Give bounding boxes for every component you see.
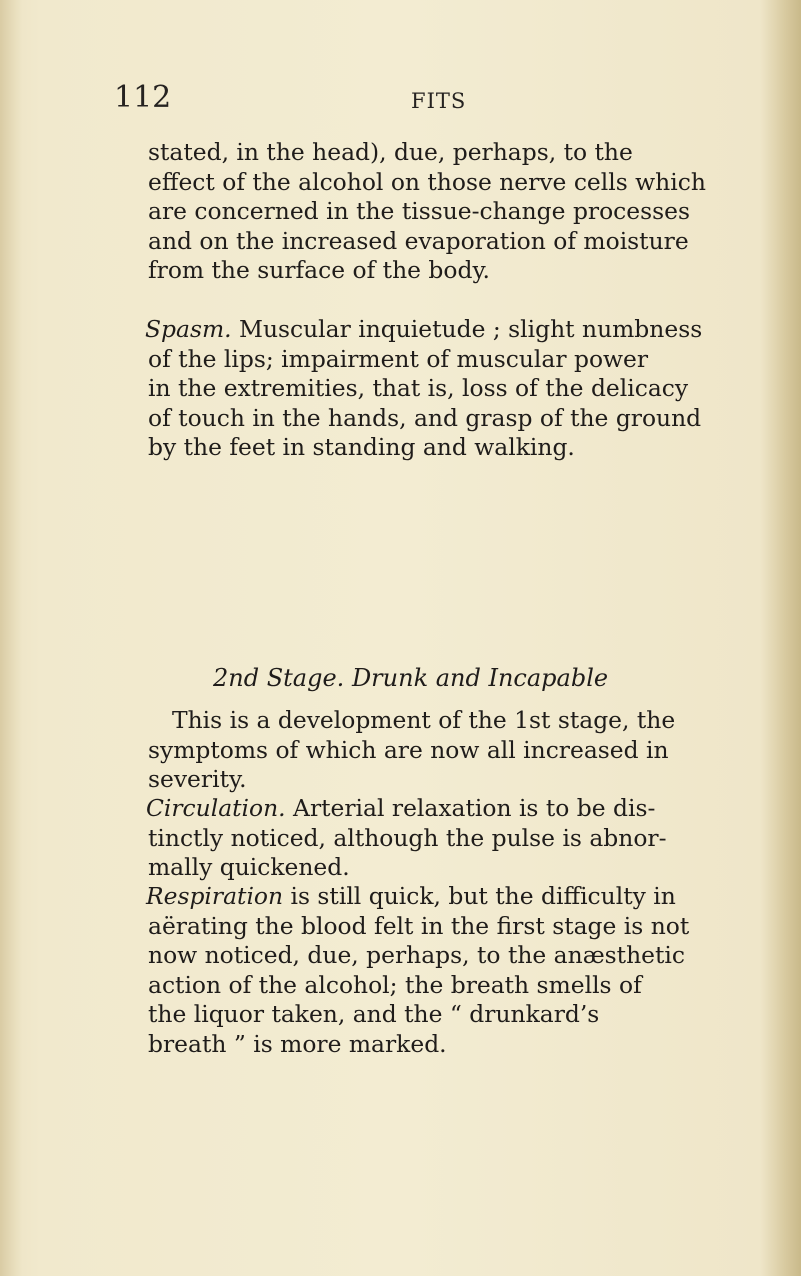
text-line: and on the increased evaporation of moisture — [148, 226, 689, 255]
text-line: in the extremities, that is, loss of the delicacy — [148, 374, 689, 402]
text-line — [146, 882, 746, 912]
page-header — [110, 80, 750, 120]
text-line: action of the alcohol; the breath smells of — [148, 970, 642, 999]
spasm-paragraph — [145, 315, 748, 463]
text-line: now noticed, due, perhaps, to the anæsthetic — [148, 941, 685, 969]
circulation-label: Circulation. — [146, 794, 286, 822]
text-line: of touch in the hands, and grasp of the ground — [148, 403, 702, 432]
text-line: aërating the blood felt in the first stage is not — [148, 911, 690, 940]
respiration-paragraph — [146, 882, 746, 1059]
page-number: 112 — [114, 80, 172, 115]
respiration-first-line: is still quick, but the difficulty in — [283, 882, 676, 910]
text-line: This is a development of the 1st stage, the — [172, 706, 676, 734]
text-line: severity. — [148, 765, 247, 793]
text-line: from the surface of the body. — [148, 256, 490, 284]
text-line: mally quickened. — [148, 853, 350, 881]
section-heading: 2nd Stage. Drunk and Incapable — [213, 664, 609, 692]
respiration-label: Respiration — [146, 882, 284, 910]
spasm-label: Spasm. — [145, 315, 232, 343]
circulation-paragraph — [146, 794, 746, 883]
text-line: breath ” is more marked. — [148, 1029, 447, 1058]
text-line: are concerned in the tissue-change processes — [148, 197, 690, 225]
paragraph-continuation — [148, 138, 748, 286]
text-line: the liquor taken, and the “ drunkard’s — [148, 1000, 600, 1028]
text-line — [146, 794, 746, 824]
spasm-first-line: Muscular inquietude ; slight numbness — [231, 315, 703, 343]
text-line: by the feet in standing and walking. — [148, 433, 575, 461]
text-line: of the lips; impairment of muscular power — [148, 344, 649, 373]
text-line: tinctly noticed, although the pulse is abnor- — [148, 823, 667, 852]
page-gutter-shadow — [0, 0, 22, 1276]
circulation-first-line: Arterial relaxation is to be dis- — [285, 794, 656, 822]
text-line: symptoms of which are now all increased in — [148, 735, 669, 764]
text-line: effect of the alcohol on those nerve cells which — [148, 167, 706, 196]
text-line: stated, in the head), due, perhaps, to the — [148, 138, 633, 166]
running-head: FITS — [411, 89, 467, 113]
stage2-intro — [148, 706, 748, 795]
text-line — [145, 315, 748, 345]
